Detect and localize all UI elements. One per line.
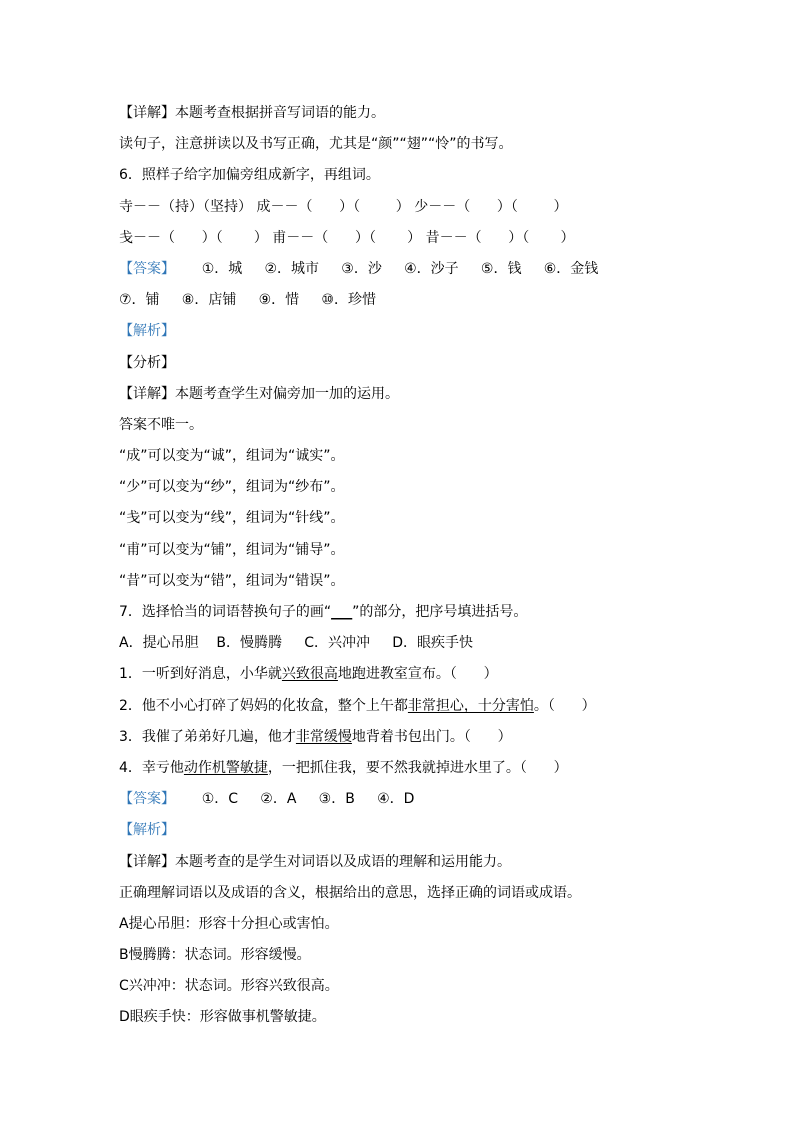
section-label: 【答案】 xyxy=(119,791,175,808)
underlined-phrase: 动作机警敏捷 xyxy=(183,759,268,776)
text-segment: 【详解】本题考查学生对偏旁加一加的运用。 xyxy=(119,385,399,402)
text-segment: A提心吊胆：形容十分担心或害怕。 xyxy=(119,915,339,932)
text-line xyxy=(119,540,699,571)
text-line xyxy=(119,415,699,446)
text-line xyxy=(119,727,699,758)
text-line xyxy=(119,664,699,695)
text-segment: 答案不唯一。 xyxy=(119,416,203,433)
text-line xyxy=(119,883,699,914)
text-line xyxy=(119,820,699,851)
text-segment: A．提心吊胆 B．慢腾腾 C．兴冲冲 D．眼疾手快 xyxy=(119,635,474,652)
section-label: 【解析】 xyxy=(119,822,175,839)
text-line xyxy=(119,508,699,539)
text-segment: “甫”可以变为“铺”，组词为“铺导”。 xyxy=(119,541,345,558)
text-line xyxy=(119,384,699,415)
underlined-phrase: 非常担心，十分害怕 xyxy=(407,697,534,714)
section-label: 【解析】 xyxy=(119,323,175,340)
text-line xyxy=(119,477,699,508)
text-segment: 7．选择恰当的词语替换句子的画“ xyxy=(119,604,332,620)
text-segment: 【详解】本题考查根据拼音写词语的能力。 xyxy=(119,105,385,121)
text-line xyxy=(119,197,699,228)
text-segment: ”的部分，把序号填进括号。 xyxy=(352,604,528,620)
underlined-phrase: ___ xyxy=(331,604,353,620)
text-line xyxy=(119,789,699,820)
text-segment: “昔”可以变为“错”，组词为“错误”。 xyxy=(119,572,345,589)
text-segment: B慢腾腾：状态词。形容缓慢。 xyxy=(119,947,311,964)
text-segment: ①．C ②．A ③．B ④．D xyxy=(175,791,415,808)
text-line xyxy=(119,1007,699,1038)
text-segment: 地跑进教室宣布。（ ） xyxy=(337,666,498,683)
underlined-phrase: 兴致很高 xyxy=(281,666,338,683)
text-segment: 4．幸亏他 xyxy=(119,759,184,776)
text-line xyxy=(119,633,699,664)
text-line xyxy=(119,602,699,633)
document-body xyxy=(119,103,699,1039)
underlined-phrase: 非常缓慢 xyxy=(295,728,352,745)
text-line xyxy=(119,945,699,976)
text-segment: ⑦．铺 ⑧．店铺 ⑨．惜 ⑩．珍惜 xyxy=(119,292,376,309)
text-line xyxy=(119,165,699,196)
text-line xyxy=(119,259,699,290)
text-segment: 6．照样子给字加偏旁组成新字，再组词。 xyxy=(119,167,380,184)
text-line xyxy=(119,134,699,165)
text-segment: 【详解】本题考查的是学生对词语以及成语的理解和运用能力。 xyxy=(119,853,511,870)
text-segment: “少”可以变为“纱”，组词为“纱布”。 xyxy=(119,479,345,496)
text-line xyxy=(119,696,699,727)
text-segment: ①．城 ②．城市 ③．沙 ④．沙子 ⑤．钱 ⑥．金钱 xyxy=(175,260,599,277)
text-line xyxy=(119,852,699,883)
text-segment: ，一把抓住我，要不然我就掉进水里了。（ ） xyxy=(267,759,568,776)
text-line xyxy=(119,353,699,384)
text-line xyxy=(119,321,699,352)
text-segment: 3．我催了弟弟好几遍，他才 xyxy=(119,728,296,745)
text-line xyxy=(119,571,699,602)
text-segment: 1．一听到好消息，小华就 xyxy=(119,666,282,683)
text-segment: 地背着书包出门。（ ） xyxy=(351,728,512,745)
text-segment: “成”可以变为“诚”，组词为“诚实”。 xyxy=(119,448,345,465)
text-line xyxy=(119,758,699,789)
text-line xyxy=(119,290,699,321)
text-line xyxy=(119,914,699,945)
text-segment: 。（ ） xyxy=(533,697,596,714)
text-line xyxy=(119,976,699,1007)
text-line xyxy=(119,103,699,134)
text-segment: 2．他不小心打碎了妈妈的化妆盒，整个上午都 xyxy=(119,697,408,714)
text-segment: “戋”可以变为“线”，组词为“针线”。 xyxy=(119,510,345,527)
text-segment: 正确理解词语以及成语的含义，根据给出的意思，选择正确的词语或成语。 xyxy=(119,884,581,901)
text-segment: C兴冲冲：状态词。形容兴致很高。 xyxy=(119,978,339,995)
text-segment: 【分析】 xyxy=(119,354,175,371)
text-segment: 读句子，注意拼读以及书写正确，尤其是“颜”“翅”“怜”的书写。 xyxy=(119,136,513,153)
text-segment: 寺－－（持）（坚持） 成－－（ ）（ ） 少－－（ ）（ ） xyxy=(119,198,568,215)
text-segment: D眼疾手快：形容做事机警敏捷。 xyxy=(119,1009,326,1026)
text-line xyxy=(119,228,699,259)
text-segment: 戋－－（ ）（ ） 甫－－（ ）（ ） 昔－－（ ）（ ） xyxy=(119,229,575,246)
text-line xyxy=(119,446,699,477)
section-label: 【答案】 xyxy=(119,260,175,277)
